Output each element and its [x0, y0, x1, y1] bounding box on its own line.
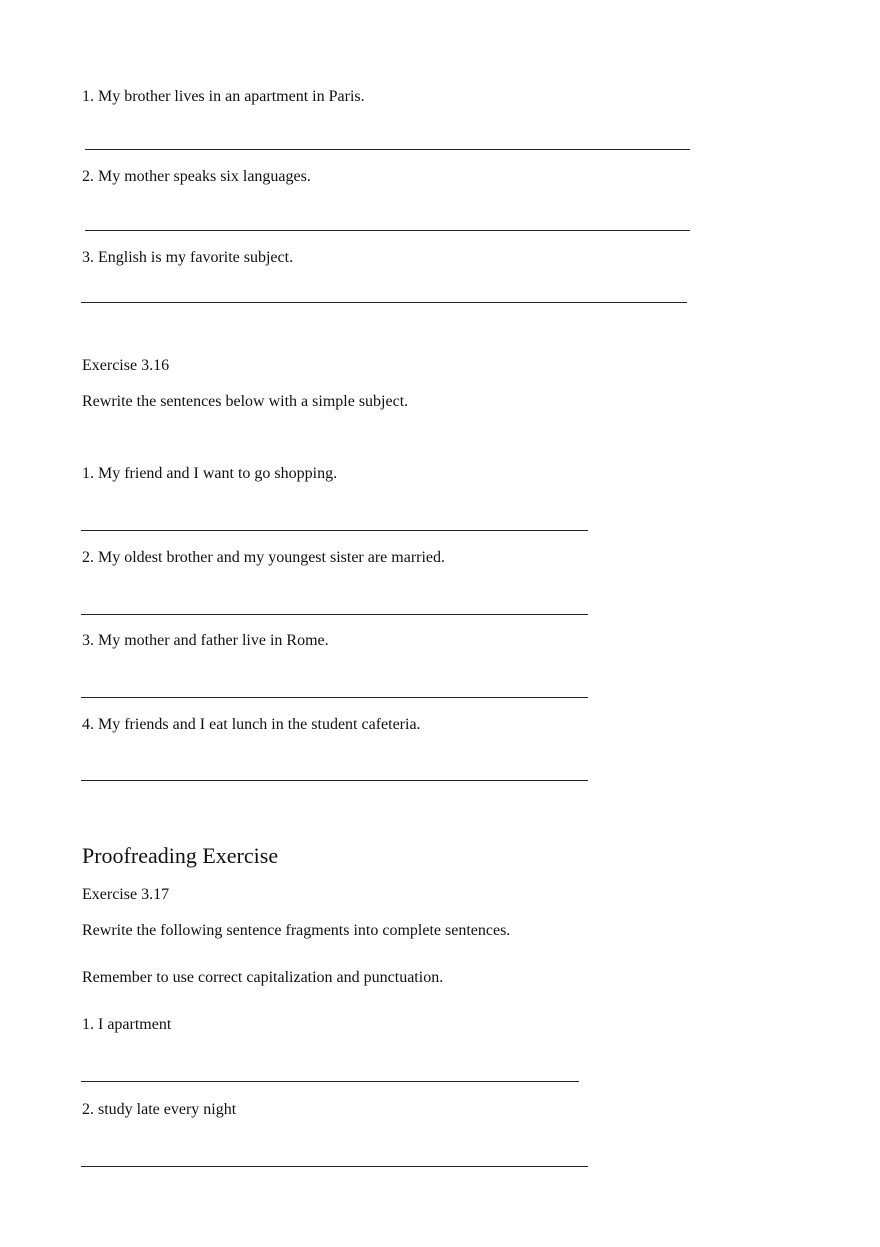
ex316-answer-line-4[interactable] — [81, 780, 588, 781]
ex317-item-1: 1. I apartment — [82, 1016, 172, 1033]
exercise-3-17-title: Exercise 3.17 — [82, 886, 170, 903]
ex316-answer-line-1[interactable] — [81, 530, 588, 531]
item-3-english: 3. English is my favorite subject. — [82, 249, 294, 266]
answer-line-1[interactable] — [85, 149, 690, 150]
exercise-3-17-instruction: Rewrite the following sentence fragments into complete sentences. — [82, 922, 511, 939]
item-2-mother: 2. My mother speaks six languages. — [82, 168, 311, 185]
ex317-item-2: 2. study late every night — [82, 1101, 237, 1118]
answer-line-2[interactable] — [85, 230, 690, 231]
item-1-brother: 1. My brother lives in an apartment in Paris. — [82, 88, 365, 105]
answer-line-3[interactable] — [81, 302, 687, 303]
ex316-item-2: 2. My oldest brother and my youngest sister are married. — [82, 549, 446, 566]
exercise-3-16-instruction: Rewrite the sentences below with a simple subject. — [82, 393, 409, 410]
ex316-answer-line-3[interactable] — [81, 697, 588, 698]
ex316-item-3: 3. My mother and father live in Rome. — [82, 632, 329, 649]
exercise-3-17-reminder: Remember to use correct capitalization and punctuation. — [82, 969, 444, 986]
ex317-answer-line-1[interactable] — [81, 1081, 579, 1082]
ex316-item-1: 1. My friend and I want to go shopping. — [82, 465, 338, 482]
exercise-3-16-title: Exercise 3.16 — [82, 357, 170, 374]
ex316-answer-line-2[interactable] — [81, 614, 588, 615]
ex316-item-4: 4. My friends and I eat lunch in the student cafeteria. — [82, 716, 421, 733]
proofreading-heading: Proofreading Exercise — [82, 843, 279, 868]
ex317-answer-line-2[interactable] — [81, 1166, 588, 1167]
